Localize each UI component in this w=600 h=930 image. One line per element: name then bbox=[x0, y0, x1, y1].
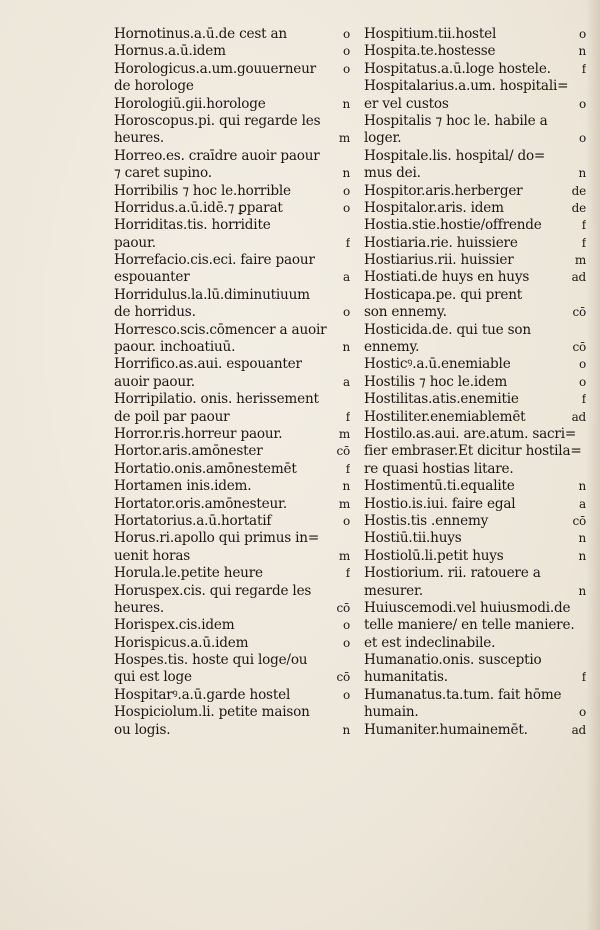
entry-text: Hostia.stie.hostie/offrende bbox=[364, 217, 542, 234]
entry-text: ou logis. bbox=[114, 721, 171, 738]
dictionary-entry bbox=[364, 43, 586, 60]
grammar-mark: o bbox=[342, 27, 350, 41]
entry-text: Hortatorius.a.ū.hortatif bbox=[114, 512, 272, 529]
page-edge-shadow bbox=[586, 0, 600, 930]
grammar-mark: o bbox=[342, 618, 350, 633]
grammar-mark: f bbox=[345, 461, 350, 476]
entry-text: Horreo.es. craīdre auoir paour bbox=[114, 147, 320, 164]
entry-text: Hostiolū.li.petit huys bbox=[364, 547, 504, 564]
dictionary-entry bbox=[114, 113, 350, 130]
grammar-mark: m bbox=[338, 131, 350, 146]
dictionary-entry bbox=[364, 617, 586, 634]
entry-text: Horresco.scis.cōmencer a auoir bbox=[114, 321, 327, 338]
entry-text: Horispicus.a.ū.idem bbox=[114, 634, 249, 651]
dictionary-entry bbox=[364, 252, 586, 269]
dictionary-entry bbox=[114, 217, 350, 234]
grammar-mark: cō bbox=[572, 305, 586, 320]
grammar-mark: o bbox=[342, 635, 350, 650]
dictionary-entry bbox=[364, 600, 586, 617]
entry-text: Hostilo.as.aui. are.atum. sacri= bbox=[364, 425, 577, 442]
grammar-mark: n bbox=[578, 531, 586, 546]
grammar-mark: o bbox=[578, 374, 586, 389]
entry-text: heures. bbox=[114, 599, 164, 616]
entry-text: Humanatus.ta.tum. fait hōme bbox=[364, 686, 562, 703]
dictionary-entry bbox=[364, 374, 586, 391]
grammar-mark: ad bbox=[571, 722, 586, 737]
dictionary-entry bbox=[364, 409, 586, 426]
dictionary-entry bbox=[114, 287, 350, 304]
entry-text: Hospitarꝰ.a.ū.garde hostel bbox=[114, 686, 291, 703]
entry-text: uenit horas bbox=[114, 547, 191, 564]
dictionary-entry bbox=[114, 183, 350, 200]
entry-text: Hostiorium. rii. ratouere a bbox=[364, 565, 541, 582]
dictionary-entry bbox=[364, 148, 586, 165]
dictionary-entry bbox=[364, 652, 586, 669]
entry-text: Hospitalis ⁊ hoc le. habile a bbox=[364, 112, 548, 129]
grammar-mark: o bbox=[578, 96, 586, 111]
grammar-mark: f bbox=[345, 566, 350, 581]
grammar-mark: cō bbox=[336, 600, 350, 615]
entry-text: heures. bbox=[114, 130, 164, 147]
entry-text: er vel custos bbox=[364, 95, 449, 112]
entry-text: son ennemy. bbox=[364, 304, 447, 321]
grammar-mark: f bbox=[581, 218, 586, 233]
grammar-mark: n bbox=[578, 479, 586, 494]
dictionary-entry bbox=[364, 496, 586, 513]
entry-text: Hostimentū.ti.equalite bbox=[364, 478, 515, 495]
dictionary-entry bbox=[114, 600, 350, 617]
grammar-mark: o bbox=[342, 44, 350, 59]
dictionary-entry bbox=[364, 687, 586, 704]
dictionary-entry bbox=[364, 269, 586, 286]
dictionary-entry bbox=[364, 583, 586, 600]
dictionary-entry bbox=[114, 478, 350, 495]
entry-text: Horror.ris.horreur paour. bbox=[114, 425, 283, 442]
grammar-mark: n bbox=[578, 44, 586, 59]
entry-text: espouanter bbox=[114, 269, 190, 286]
dictionary-entry bbox=[364, 61, 586, 78]
grammar-mark: n bbox=[342, 340, 350, 355]
dictionary-entry bbox=[364, 217, 586, 234]
grammar-mark: m bbox=[574, 253, 586, 268]
grammar-mark: m bbox=[338, 548, 350, 563]
entry-text: de horologe bbox=[114, 78, 194, 95]
entry-text: Hosticida.de. qui tue son bbox=[364, 321, 531, 338]
dictionary-entry bbox=[364, 443, 586, 460]
grammar-mark: n bbox=[578, 583, 586, 598]
entry-text: Humaniter.humainemēt. bbox=[364, 721, 528, 738]
dictionary-entry bbox=[114, 687, 350, 704]
entry-text: fier embraser.Et dicitur hostila= bbox=[364, 443, 582, 460]
entry-text: Huiuscemodi.vel huiusmodi.de bbox=[364, 599, 571, 616]
grammar-mark: n bbox=[342, 722, 350, 737]
grammar-mark: o bbox=[578, 131, 586, 146]
entry-text: Humanatio.onis. susceptio bbox=[364, 652, 542, 669]
dictionary-entry bbox=[364, 635, 586, 652]
entry-text: Horuspex.cis. qui regarde les bbox=[114, 582, 312, 599]
dictionary-entry bbox=[364, 530, 586, 547]
entry-text: Horriditas.tis. horridite bbox=[114, 217, 271, 234]
entry-text: Hospiciolum.li. petite maison bbox=[114, 704, 310, 721]
entry-text: Horus.ri.apollo qui primus in= bbox=[114, 530, 320, 547]
entry-text: Hostiati.de huys en huys bbox=[364, 269, 530, 286]
dictionary-entry bbox=[114, 304, 350, 321]
entry-text: ennemy. bbox=[364, 339, 420, 356]
grammar-mark: n bbox=[342, 479, 350, 494]
dictionary-entry bbox=[364, 513, 586, 530]
entry-text: humanitatis. bbox=[364, 669, 448, 686]
grammar-mark: cō bbox=[572, 513, 586, 528]
dictionary-entry bbox=[364, 96, 586, 113]
entry-text: Hospitatus.a.ū.loge hostele. bbox=[364, 60, 551, 77]
dictionary-entry bbox=[364, 356, 586, 373]
grammar-mark: o bbox=[342, 183, 350, 198]
entry-text: Hostilitas.atis.enemitie bbox=[364, 391, 519, 408]
dictionary-entry bbox=[364, 391, 586, 408]
dictionary-entry bbox=[114, 443, 350, 460]
grammar-mark: f bbox=[581, 61, 586, 76]
grammar-mark: a bbox=[343, 270, 350, 285]
entry-text: Horologiū.gii.horologe bbox=[114, 95, 266, 112]
entry-text: Hostiarius.rii. huissier bbox=[364, 252, 514, 269]
dictionary-entry bbox=[364, 200, 586, 217]
grammar-mark: o bbox=[342, 305, 350, 320]
dictionary-entry bbox=[114, 461, 350, 478]
dictionary-entry bbox=[114, 426, 350, 443]
entry-text: Hostis.tis .ennemy bbox=[364, 512, 489, 529]
dictionary-entry bbox=[114, 635, 350, 652]
entry-text: Hosticapa.pe. qui prent bbox=[364, 286, 523, 303]
grammar-mark: n bbox=[578, 548, 586, 563]
dictionary-entry bbox=[114, 96, 350, 113]
dictionary-entry bbox=[114, 78, 350, 95]
grammar-mark: m bbox=[338, 496, 350, 511]
grammar-mark: de bbox=[571, 200, 586, 215]
entry-text: de poil par paour bbox=[114, 408, 230, 425]
dictionary-entry bbox=[364, 548, 586, 565]
grammar-mark: f bbox=[345, 409, 350, 424]
right-column bbox=[364, 26, 586, 739]
entry-text: Hostiū.tii.huys bbox=[364, 530, 462, 547]
dictionary-entry bbox=[364, 26, 586, 43]
grammar-mark: f bbox=[581, 235, 586, 250]
dictionary-entry bbox=[364, 461, 586, 478]
grammar-mark: ad bbox=[571, 409, 586, 424]
entry-text: Horribilis ⁊ hoc le.horrible bbox=[114, 182, 291, 199]
dictionary-entry bbox=[114, 165, 350, 182]
dictionary-entry bbox=[114, 61, 350, 78]
entry-text: et est indeclinabile. bbox=[364, 634, 496, 651]
grammar-mark: n bbox=[578, 166, 586, 181]
dictionary-entry bbox=[364, 339, 586, 356]
grammar-mark: o bbox=[578, 705, 586, 720]
dictionary-entry bbox=[364, 304, 586, 321]
left-column bbox=[114, 26, 350, 739]
dictionary-entry bbox=[114, 356, 350, 373]
entry-text: Hospitalor.aris. idem bbox=[364, 199, 504, 216]
entry-text: telle maniere/ en telle maniere. bbox=[364, 617, 575, 634]
dictionary-entry bbox=[114, 322, 350, 339]
entry-text: Horrifico.as.aui. espouanter bbox=[114, 356, 302, 373]
entry-text: mus dei. bbox=[364, 165, 421, 182]
dictionary-entry bbox=[114, 130, 350, 147]
entry-text: Horridulus.la.lū.diminutiuum bbox=[114, 286, 310, 303]
dictionary-entry bbox=[364, 165, 586, 182]
grammar-mark: o bbox=[342, 687, 350, 702]
entry-text: Horridus.a.ū.idē.⁊ ꝑparat bbox=[114, 199, 283, 216]
dictionary-entry bbox=[364, 78, 586, 95]
dictionary-entry bbox=[114, 548, 350, 565]
entry-text: auoir paour. bbox=[114, 373, 195, 390]
grammar-mark: n bbox=[342, 166, 350, 181]
entry-text: mesurer. bbox=[364, 582, 423, 599]
grammar-mark: o bbox=[342, 200, 350, 215]
dictionary-entry bbox=[114, 252, 350, 269]
entry-text: Hornotinus.a.ū.de cest an bbox=[114, 26, 287, 42]
entry-text: humain. bbox=[364, 704, 419, 721]
entry-text: paour. bbox=[114, 234, 156, 251]
dictionary-entry bbox=[364, 565, 586, 582]
grammar-mark: a bbox=[579, 496, 586, 511]
dictionary-entry bbox=[114, 391, 350, 408]
entry-text: Hostiaria.rie. huissiere bbox=[364, 234, 518, 251]
grammar-mark: o bbox=[578, 27, 586, 41]
entry-text: de horridus. bbox=[114, 304, 196, 321]
entry-text: qui est loge bbox=[114, 669, 192, 686]
grammar-mark: de bbox=[571, 183, 586, 198]
entry-text: ⁊ caret supino. bbox=[114, 165, 212, 182]
dictionary-entry bbox=[114, 669, 350, 686]
entry-text: Hostilis ⁊ hoc le.idem bbox=[364, 373, 508, 390]
dictionary-entry bbox=[364, 722, 586, 739]
dictionary-entry bbox=[114, 235, 350, 252]
grammar-mark: m bbox=[338, 426, 350, 441]
entry-text: Hospitalarius.a.um. hospitali= bbox=[364, 78, 569, 95]
entry-text: Hortamen inis.idem. bbox=[114, 478, 252, 495]
dictionary-entry bbox=[364, 287, 586, 304]
grammar-mark: f bbox=[581, 670, 586, 685]
dictionary-entry bbox=[364, 322, 586, 339]
dictionary-entry bbox=[364, 669, 586, 686]
dictionary-entry bbox=[114, 269, 350, 286]
dictionary-entry bbox=[114, 583, 350, 600]
dictionary-entry bbox=[114, 339, 350, 356]
dictionary-entry bbox=[114, 652, 350, 669]
entry-text: Hospitium.tii.hostel bbox=[364, 26, 497, 42]
grammar-mark: ad bbox=[571, 270, 586, 285]
dictionary-entry bbox=[114, 565, 350, 582]
entry-text: Hortatio.onis.amōnestemēt bbox=[114, 460, 297, 477]
grammar-mark: o bbox=[342, 513, 350, 528]
entry-text: Hospes.tis. hoste qui loge/ou bbox=[114, 652, 308, 669]
entry-text: Hortor.aris.amōnester bbox=[114, 443, 263, 460]
dictionary-entry bbox=[114, 148, 350, 165]
dictionary-entry bbox=[364, 478, 586, 495]
dictionary-entry bbox=[114, 374, 350, 391]
entry-text: Horripilatio. onis. herissement bbox=[114, 391, 319, 408]
dictionary-entry bbox=[114, 530, 350, 547]
grammar-mark: o bbox=[342, 61, 350, 76]
dictionary-entry bbox=[114, 200, 350, 217]
entry-text: Hospitor.aris.herberger bbox=[364, 182, 523, 199]
dictionary-entry bbox=[364, 130, 586, 147]
grammar-mark: a bbox=[343, 374, 350, 389]
dictionary-entry bbox=[114, 409, 350, 426]
entry-text: Hostiliter.enemiablemēt bbox=[364, 408, 526, 425]
entry-text: Horula.le.petite heure bbox=[114, 565, 263, 582]
entry-text: Horoscopus.pi. qui regarde les bbox=[114, 112, 321, 129]
dictionary-entry bbox=[364, 426, 586, 443]
entry-text: paour. inchoatiuū. bbox=[114, 339, 236, 356]
grammar-mark: cō bbox=[336, 444, 350, 459]
dictionary-entry bbox=[114, 704, 350, 721]
dictionary-entry bbox=[114, 617, 350, 634]
grammar-mark: f bbox=[345, 235, 350, 250]
entry-text: Hostio.is.iui. faire egal bbox=[364, 495, 516, 512]
grammar-mark: f bbox=[581, 392, 586, 407]
entry-text: re quasi hostias litare. bbox=[364, 460, 514, 477]
entry-text: Horologicus.a.um.gouuerneur bbox=[114, 60, 316, 77]
grammar-mark: cō bbox=[336, 670, 350, 685]
entry-text: Hospitale.lis. hospital/ do= bbox=[364, 147, 546, 164]
entry-text: Horrefacio.cis.eci. faire paour bbox=[114, 252, 315, 269]
dictionary-entry bbox=[364, 235, 586, 252]
dictionary-entry bbox=[364, 704, 586, 721]
dictionary-entry bbox=[114, 513, 350, 530]
grammar-mark: cō bbox=[572, 340, 586, 355]
dictionary-entry bbox=[114, 496, 350, 513]
dictionary-entry bbox=[114, 26, 350, 43]
dictionary-entry bbox=[364, 113, 586, 130]
entry-text: Hosticꝰ.a.ū.enemiable bbox=[364, 356, 511, 373]
dictionary-entry bbox=[114, 43, 350, 60]
grammar-mark: n bbox=[342, 96, 350, 111]
entry-text: Hortator.oris.amōnesteur. bbox=[114, 495, 287, 512]
entry-text: Hornus.a.ū.idem bbox=[114, 43, 226, 60]
dictionary-entry bbox=[114, 722, 350, 739]
entry-text: loger. bbox=[364, 130, 402, 147]
dictionary-entry bbox=[364, 183, 586, 200]
grammar-mark: o bbox=[578, 357, 586, 372]
entry-text: Horispex.cis.idem bbox=[114, 617, 235, 634]
entry-text: Hospita.te.hostesse bbox=[364, 43, 496, 60]
